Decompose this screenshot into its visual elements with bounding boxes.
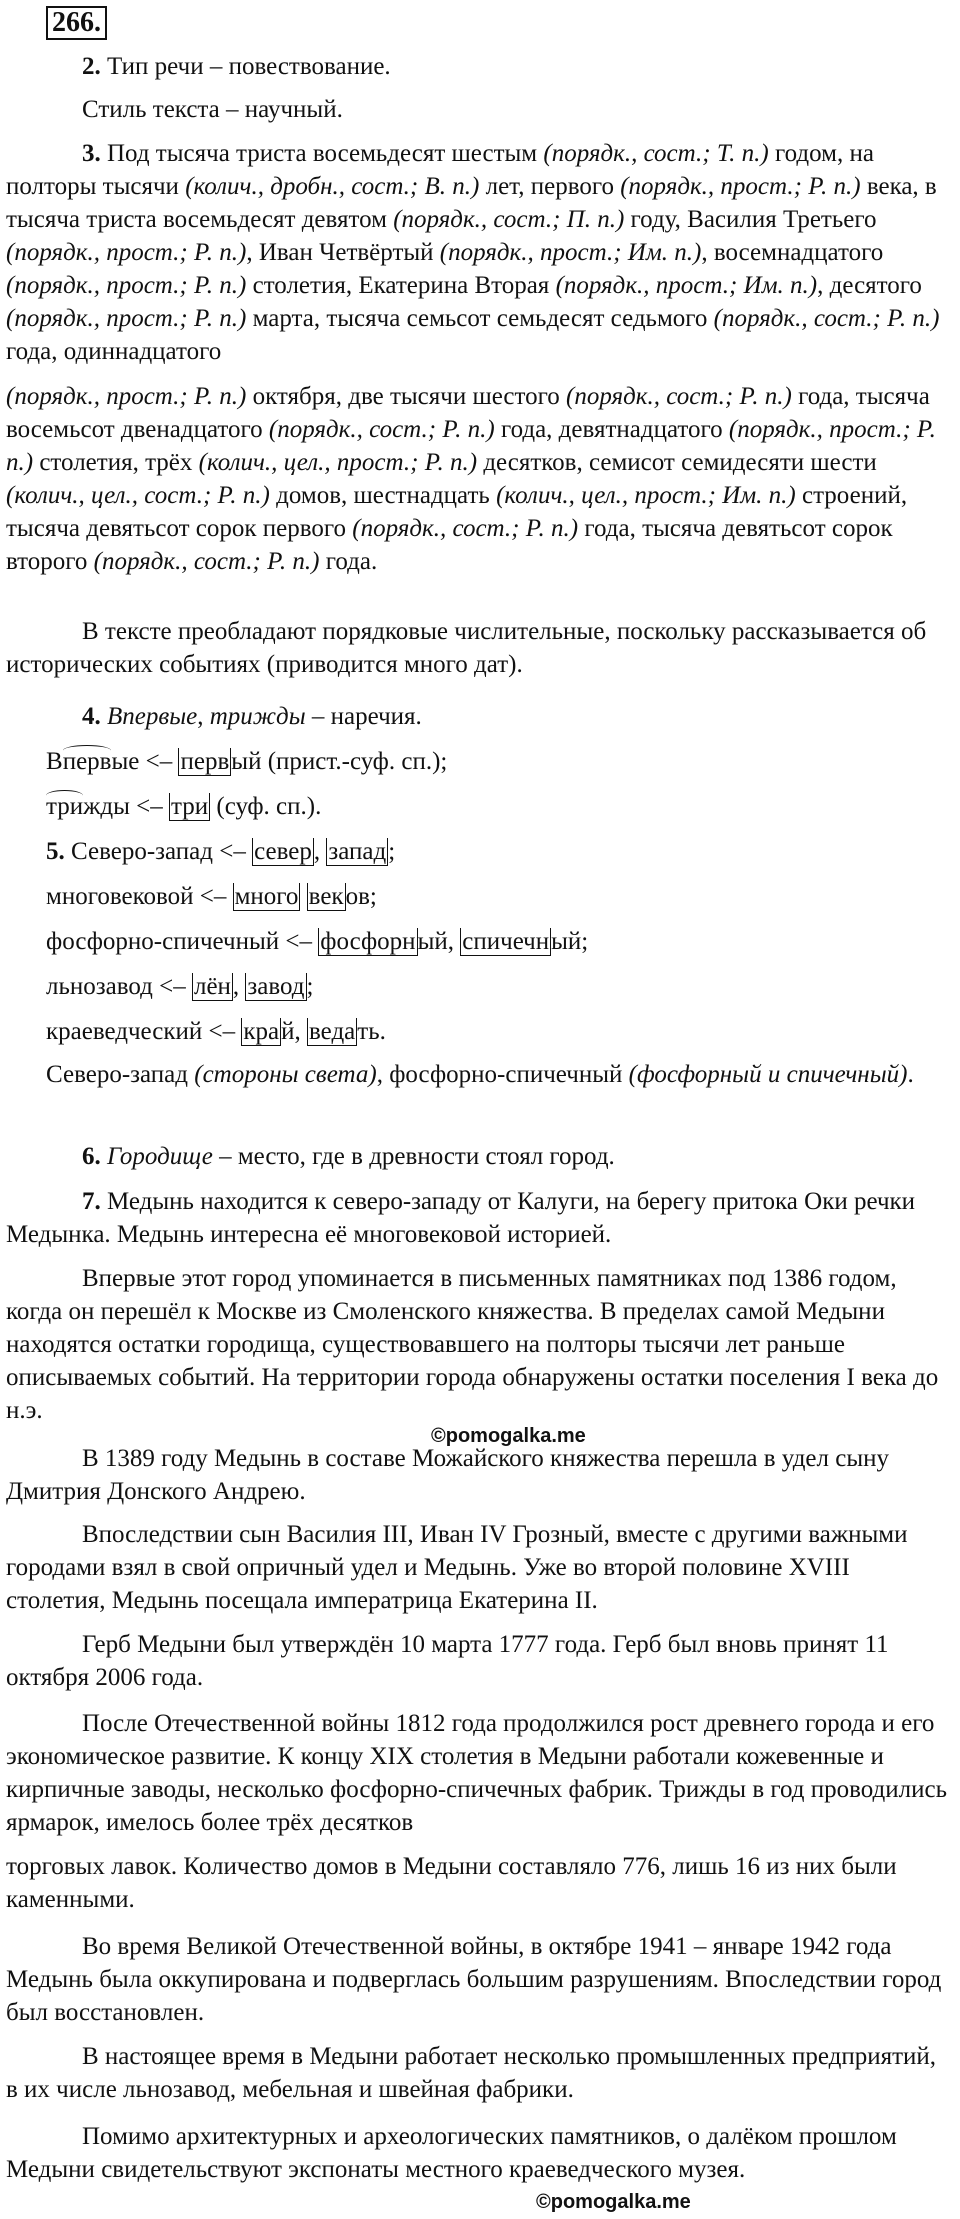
- item-2-style: Стиль текста – научный.: [82, 96, 343, 123]
- history-paragraph-1: Впервые этот город упоминается в письменных памятниках под 1386 годом, когда он перешёл к Москве из Смоленского княжества. В пределах самой Медыни находятся остатки городища, существовавшего на полторы тысячи лет раньше описываемых событий. На территории города обнаружены остатки поселения I века до н.э.: [6, 1265, 939, 1424]
- watermark-bottom: ©pomogalka.me: [536, 2191, 691, 2213]
- history-paragraph-5-continued: торговых лавок. Количество домов в Медыни составляло 776, лишь 16 из них были каменными.: [6, 1853, 897, 1913]
- item-6-gorodishche: 6. Городище – место, где в древности стоял город.: [82, 1143, 615, 1170]
- item-3-analysis-continued: (порядк., прост.; Р. п.) октября, две тысячи шестого (порядк., сост.; Р. п.) года, тысяча восемьсот двенадцатого (порядк., сост.; Р. п.) года, девятнадцатого (порядк., прост.; Р. п.) столетия, трёх (колич., цел., прост.; Р. п.) десятков, семисот семидесяти шести (колич., цел., сост.; Р. п.) домов, шестнадцать (колич., цел., прост.; Им. п.) строений, тысяча девятьсот сорок первого (порядк., сост.; Р. п.) года, тысяча девятьсот сорок второго (порядк., сост.; Р. п.) года.: [6, 383, 936, 575]
- history-paragraph-7: В настоящее время в Медыни работает несколько промышленных предприятий, в их числе льнозавод, мебельная и швейная фабрики.: [6, 2043, 937, 2103]
- history-paragraph-8: Помимо архитектурных и археологических памятников, о далёком прошлом Медыни свидетельствуют экспонаты местного краеведческого музея.: [6, 2123, 897, 2183]
- item-3-conclusion: В тексте преобладают порядковые числительные, поскольку рассказывается об исторических событиях (приводится много дат).: [6, 618, 927, 678]
- history-paragraph-4: Герб Медыни был утверждён 10 марта 1777 года. Герб был вновь принят 11 октября 2006 года.: [6, 1631, 889, 1691]
- watermark-top: ©pomogalka.me: [431, 1425, 586, 1447]
- history-paragraph-3: Впоследствии сын Василия III, Иван IV Грозный, вместе с другими важными городами взял в свой опричный удел и Медынь. Уже во второй половине XVIII столетия, Медынь посещала императрица Екатерина II.: [6, 1521, 908, 1614]
- morph-kraevedchesky: краеведческий <– край, ведать.: [46, 1018, 386, 1045]
- item-2-type: 2. Тип речи – повествование.: [82, 53, 391, 80]
- morph-mnogovekovoy: многовековой <– много веков;: [46, 883, 377, 910]
- item-4-adverbs: 4. Впервые, трижды – наречия.: [82, 703, 422, 730]
- item-7-intro: 7. Медынь находится к северо-западу от Калуги, на берегу притока Оки речки Медынка. Медынь интересна её многовековой историей.: [6, 1188, 916, 1248]
- history-paragraph-2: В 1389 году Медынь в составе Можайского княжества перешла в удел сыну Дмитрия Донского Андрею.: [6, 1445, 890, 1505]
- morph-lnozavod: льнозавод <– лён, завод;: [46, 973, 314, 1000]
- task-number: 266.: [46, 6, 107, 40]
- item-3-analysis: 3. Под тысяча триста восемьдесят шестым (порядк., сост.; Т. п.) годом, на полторы тысячи (колич., дробн., сост.; В. п.) лет, первого (порядк., прост.; Р. п.) века, в тысяча триста восемьдесят девятом (порядк., сост.; П. п.) году, Василия Третьего (порядк., прост.; Р. п.), Иван Четвёртый (порядк., прост.; Им. п.), восемнадцатого (порядк., прост.; Р. п.) столетия, Екатерина Вторая (порядк., прост.; Им. п.), десятого (порядк., прост.; Р. п.) марта, тысяча семьсот семьдесят седьмого (порядк., сост.; Р. п.) года, одиннадцатого: [6, 140, 940, 365]
- history-paragraph-6: Во время Великой Отечественной войны, в октябре 1941 – январе 1942 года Медынь была оккупирована и подверглась большим разрушениям. Впоследствии город был восстановлен.: [6, 1933, 942, 2026]
- history-paragraph-5: После Отечественной войны 1812 года продолжился рост древнего города и его экономическое развитие. К концу XIX столетия в Медыни работали кожевенные и кирпичные заводы, несколько фосфорно-спичечных фабрик. Трижды в год проводились ярмарок, имелось более трёх десятков: [6, 1710, 948, 1836]
- item-5-severo-zapad: 5. Северо-запад <– север, запад;: [46, 838, 396, 865]
- morph-trizhdy: трижды <– три (суф. сп.).: [46, 793, 322, 820]
- morph-vpervye: Впервые <– первый (прист.-суф. сп.);: [46, 748, 448, 775]
- item-5-hyphen-note: Северо-запад (стороны света), фосфорно-спичечный (фосфорный и спичечный).: [46, 1061, 914, 1088]
- morph-fosforno-spichechny: фосфорно-спичечный <– фосфорный, спичечный;: [46, 928, 589, 955]
